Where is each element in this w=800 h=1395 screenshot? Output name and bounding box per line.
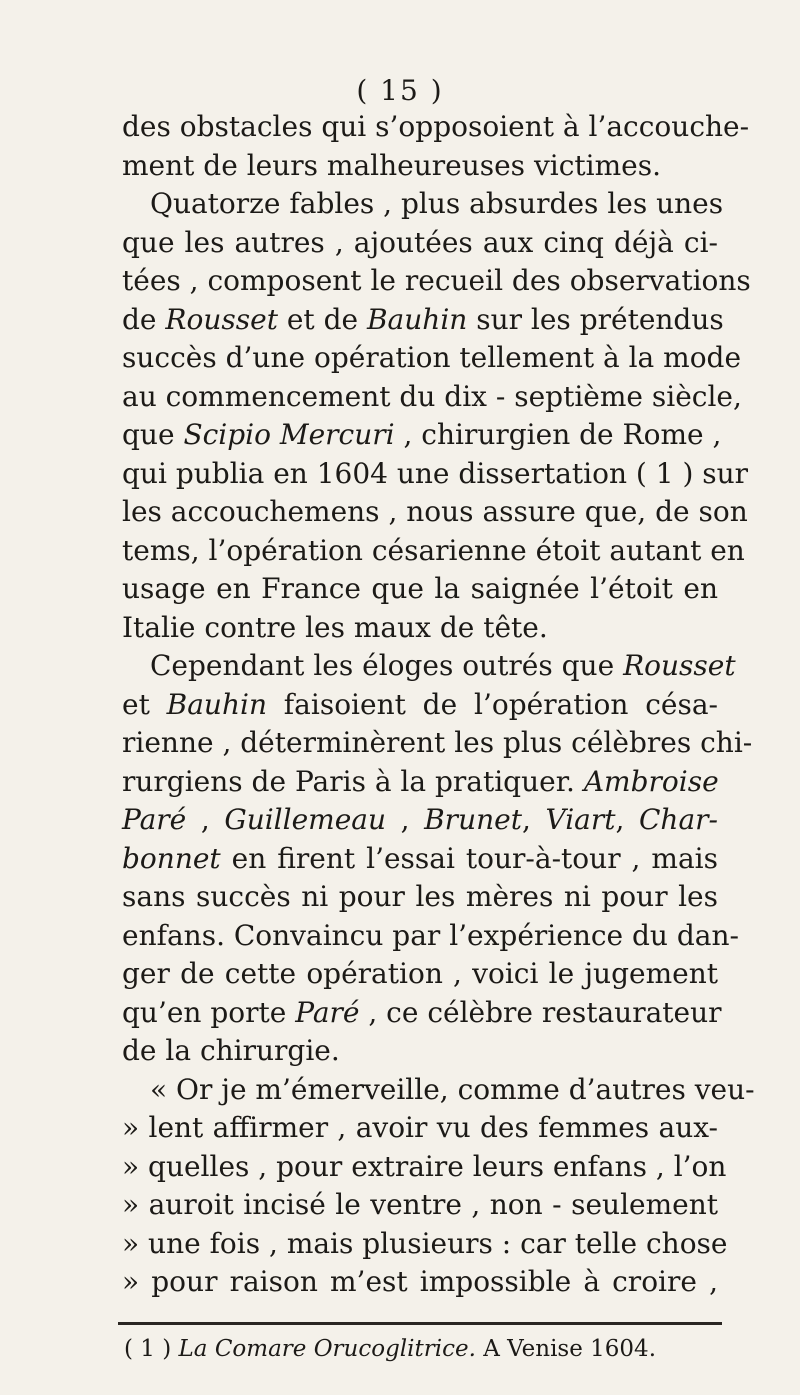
body-text xyxy=(122,108,755,1302)
text-line: sans succès ni pour les mères ni pour les xyxy=(122,880,718,913)
footnote-mark: ( 1 ) xyxy=(124,1336,179,1362)
text-line xyxy=(122,801,718,840)
text-line: Italie contre les maux de tête. xyxy=(122,610,548,644)
footnote xyxy=(124,1332,724,1366)
text-line xyxy=(122,994,722,1033)
author-name: Brunet xyxy=(424,803,522,836)
quote-line: » pour raison m’est impossible à croire , xyxy=(122,1265,718,1298)
author-name: Ambroise xyxy=(583,764,719,798)
text-run: faisoient de l’opération césa- xyxy=(266,687,718,721)
text-run: qu’en porte xyxy=(122,995,296,1029)
text-run: que xyxy=(122,418,184,451)
footnote-divider xyxy=(118,1322,722,1325)
text-run: rurgiens de Paris à la pratiquer. xyxy=(122,764,584,798)
text-line xyxy=(122,686,718,725)
page-number: ( 15 ) xyxy=(356,74,444,107)
author-name: Rousset xyxy=(623,649,736,682)
text-run: , xyxy=(186,803,225,836)
author-name: Viart xyxy=(545,803,616,836)
quote-line: » quelles , pour extraire leurs enfans , l’on xyxy=(122,1149,727,1183)
text-line: des obstacles qui s’opposoient à l’accouche- xyxy=(122,110,750,143)
author-name: Bauhin xyxy=(366,302,468,336)
text-line: tems, l’opération césarienne étoit autant en xyxy=(122,533,745,567)
text-line: au commencement du dix - septième siècle, xyxy=(122,379,742,413)
quote-line: » une fois , mais plusieurs : car telle chose xyxy=(122,1226,728,1260)
text-run: de xyxy=(122,302,166,336)
text-line: ment de leurs malheureuses victimes. xyxy=(122,148,661,182)
quote-line: « Or je m’émerveille, comme d’autres veu- xyxy=(150,1072,755,1106)
text-line: Quatorze fables , plus absurdes les unes xyxy=(150,187,724,220)
author-name: Paré xyxy=(122,803,187,836)
text-line: les accouchemens , nous assure que, de son xyxy=(122,495,748,528)
text-line: de la chirurgie. xyxy=(122,1034,340,1067)
quote-line: » auroit incisé le ventre , non - seulement xyxy=(122,1188,718,1221)
text-line: ger de cette opération , voici le jugement xyxy=(122,957,718,990)
text-run: et xyxy=(122,687,167,721)
text-line xyxy=(122,416,722,455)
text-run: sur les prétendus xyxy=(467,302,724,336)
text-line xyxy=(122,763,718,802)
author-name: Scipio Mercuri xyxy=(183,418,395,451)
text-line: usage en France que la saignée l’étoit en xyxy=(122,572,718,605)
author-name: Char- xyxy=(638,803,718,836)
text-line: qui publia en 1604 une dissertation ( 1 ) sur xyxy=(122,456,749,490)
author-name: bonnet xyxy=(122,841,221,875)
author-name: Rousset xyxy=(165,302,278,336)
text-run: , xyxy=(615,803,639,836)
text-line: succès d’une opération tellement à la mode xyxy=(122,341,742,374)
text-line xyxy=(122,840,718,879)
text-run: , chirurgien de Rome , xyxy=(394,418,722,451)
quote-line: » lent affirmer , avoir vu des femmes aux- xyxy=(122,1111,718,1144)
text-line xyxy=(122,647,736,686)
text-line: rienne , déterminèrent les plus célèbres chi- xyxy=(122,726,753,759)
text-line: que les autres , ajoutées aux cinq déjà ci- xyxy=(122,225,718,259)
text-run: , xyxy=(521,803,546,836)
footnote-text: A Venise 1604. xyxy=(475,1336,657,1362)
text-run: , ce célèbre restaurateur xyxy=(359,995,722,1029)
text-run: Cependant les éloges outrés que xyxy=(150,649,624,682)
text-run: en firent l’essai tour-à-tour , mais xyxy=(220,841,718,875)
text-run: et de xyxy=(277,302,367,336)
author-name: Guillemeau xyxy=(224,803,387,836)
text-line: enfans. Convaincu par l’expérience du dan- xyxy=(122,918,739,952)
author-name: Bauhin xyxy=(166,687,267,721)
author-name: Paré xyxy=(295,995,360,1029)
footnote-title: La Comare Orucoglitrice. xyxy=(178,1336,476,1362)
text-line xyxy=(122,301,724,340)
text-run: , xyxy=(386,803,425,836)
text-line: tées , composent le recueil des observations xyxy=(122,264,751,297)
